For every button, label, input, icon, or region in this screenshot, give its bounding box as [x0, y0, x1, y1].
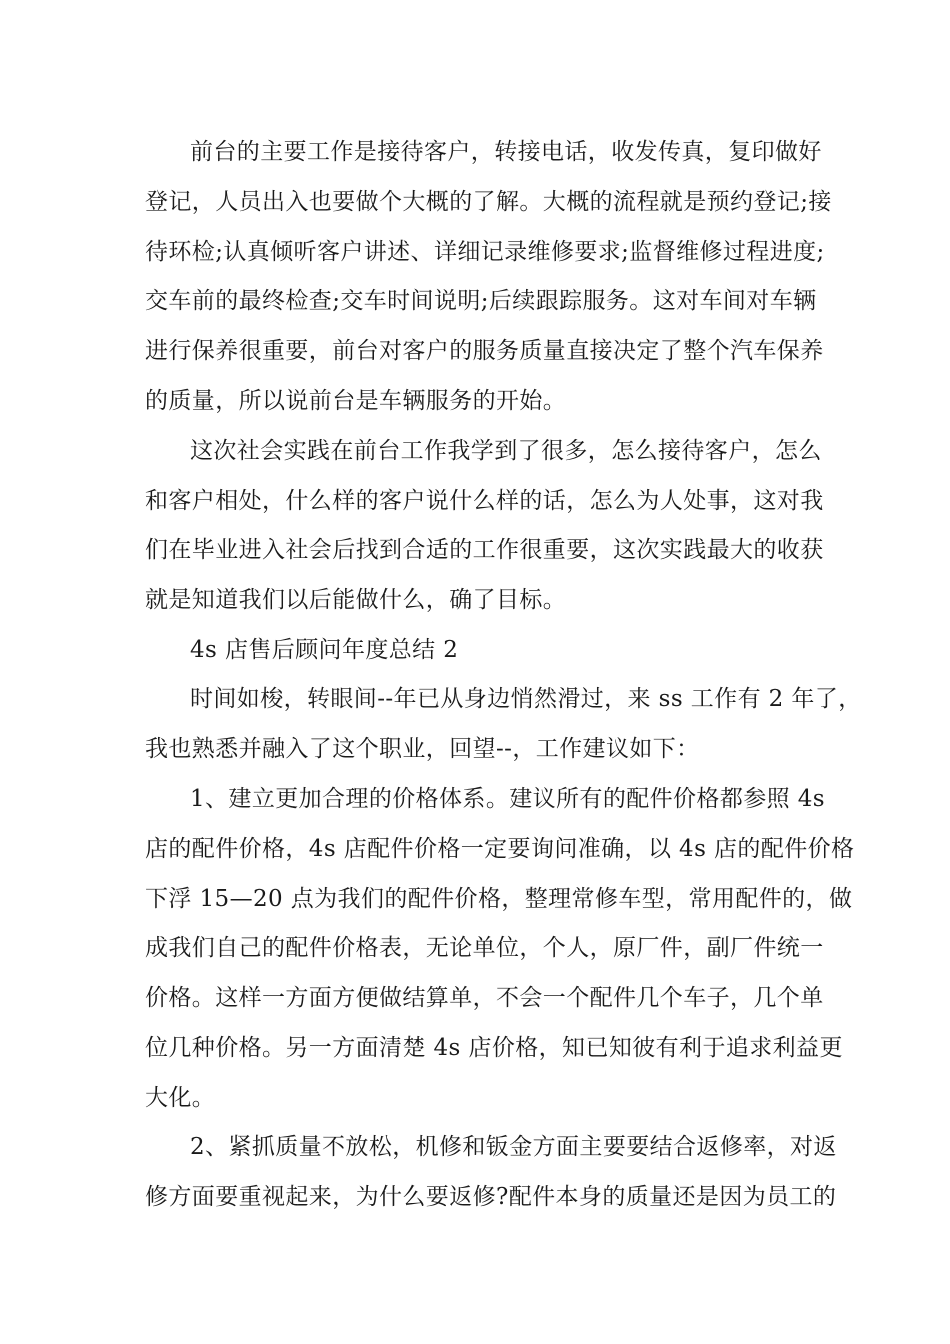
paragraph-line: 前台的主要工作是接待客户，转接电话，收发传真，复印做好	[190, 139, 822, 165]
paragraph-line: 就是知道我们以后能做什么，确了目标。	[145, 587, 567, 613]
paragraph-line: 我也熟悉并融入了这个职业，回望--，工作建议如下：	[145, 736, 700, 762]
paragraph-line: 时间如梭，转眼间--年已从身边悄然滑过，来 ss 工作有 2 年了，	[190, 686, 862, 712]
paragraph-line: 登记，人员出入也要做个大概的了解。大概的流程就是预约登记;接	[145, 189, 832, 215]
paragraph-line: 和客户相处，什么样的客户说什么样的话，怎么为人处事，这对我	[145, 488, 824, 514]
paragraph-line: 2、紧抓质量不放松，机修和钣金方面主要要结合返修率，对返	[190, 1134, 837, 1160]
paragraph-line: 价格。这样一方面方便做结算单，不会一个配件几个车子，几个单	[145, 985, 824, 1011]
paragraph-line: 交车前的最终检查;交车时间说明;后续跟踪服务。这对车间对车辆	[145, 288, 817, 314]
paragraph-line: 下浮 15—20 点为我们的配件价格，整理常修车型，常用配件的，做	[145, 886, 853, 912]
paragraph-line: 成我们自己的配件价格表，无论单位，个人，原厂件，副厂件统一	[145, 935, 824, 961]
paragraph-line: 的质量，所以说前台是车辆服务的开始。	[145, 388, 567, 414]
paragraph-line: 大化。	[145, 1085, 216, 1111]
paragraph-line: 修方面要重视起来，为什么要返修?配件本身的质量还是因为员工的	[145, 1184, 837, 1210]
paragraph-line: 进行保养很重要，前台对客户的服务质量直接决定了整个汽车保养	[145, 338, 824, 364]
section-heading: 4s 店售后顾问年度总结 2	[190, 637, 459, 663]
paragraph-line: 这次社会实践在前台工作我学到了很多，怎么接待客户，怎么	[190, 438, 822, 464]
paragraph-line: 1、建立更加合理的价格体系。建议所有的配件价格都参照 4s	[190, 786, 825, 812]
paragraph-line: 们在毕业进入社会后找到合适的工作很重要，这次实践最大的收获	[145, 537, 824, 563]
paragraph-line: 位几种价格。另一方面清楚 4s 店价格，知已知彼有利于追求利益更	[145, 1035, 843, 1061]
paragraph-line: 店的配件价格，4s 店配件价格一定要询问准确，以 4s 店的配件价格	[145, 836, 855, 862]
paragraph-line: 待环检;认真倾听客户讲述、详细记录维修要求;监督维修过程进度;	[145, 239, 825, 265]
